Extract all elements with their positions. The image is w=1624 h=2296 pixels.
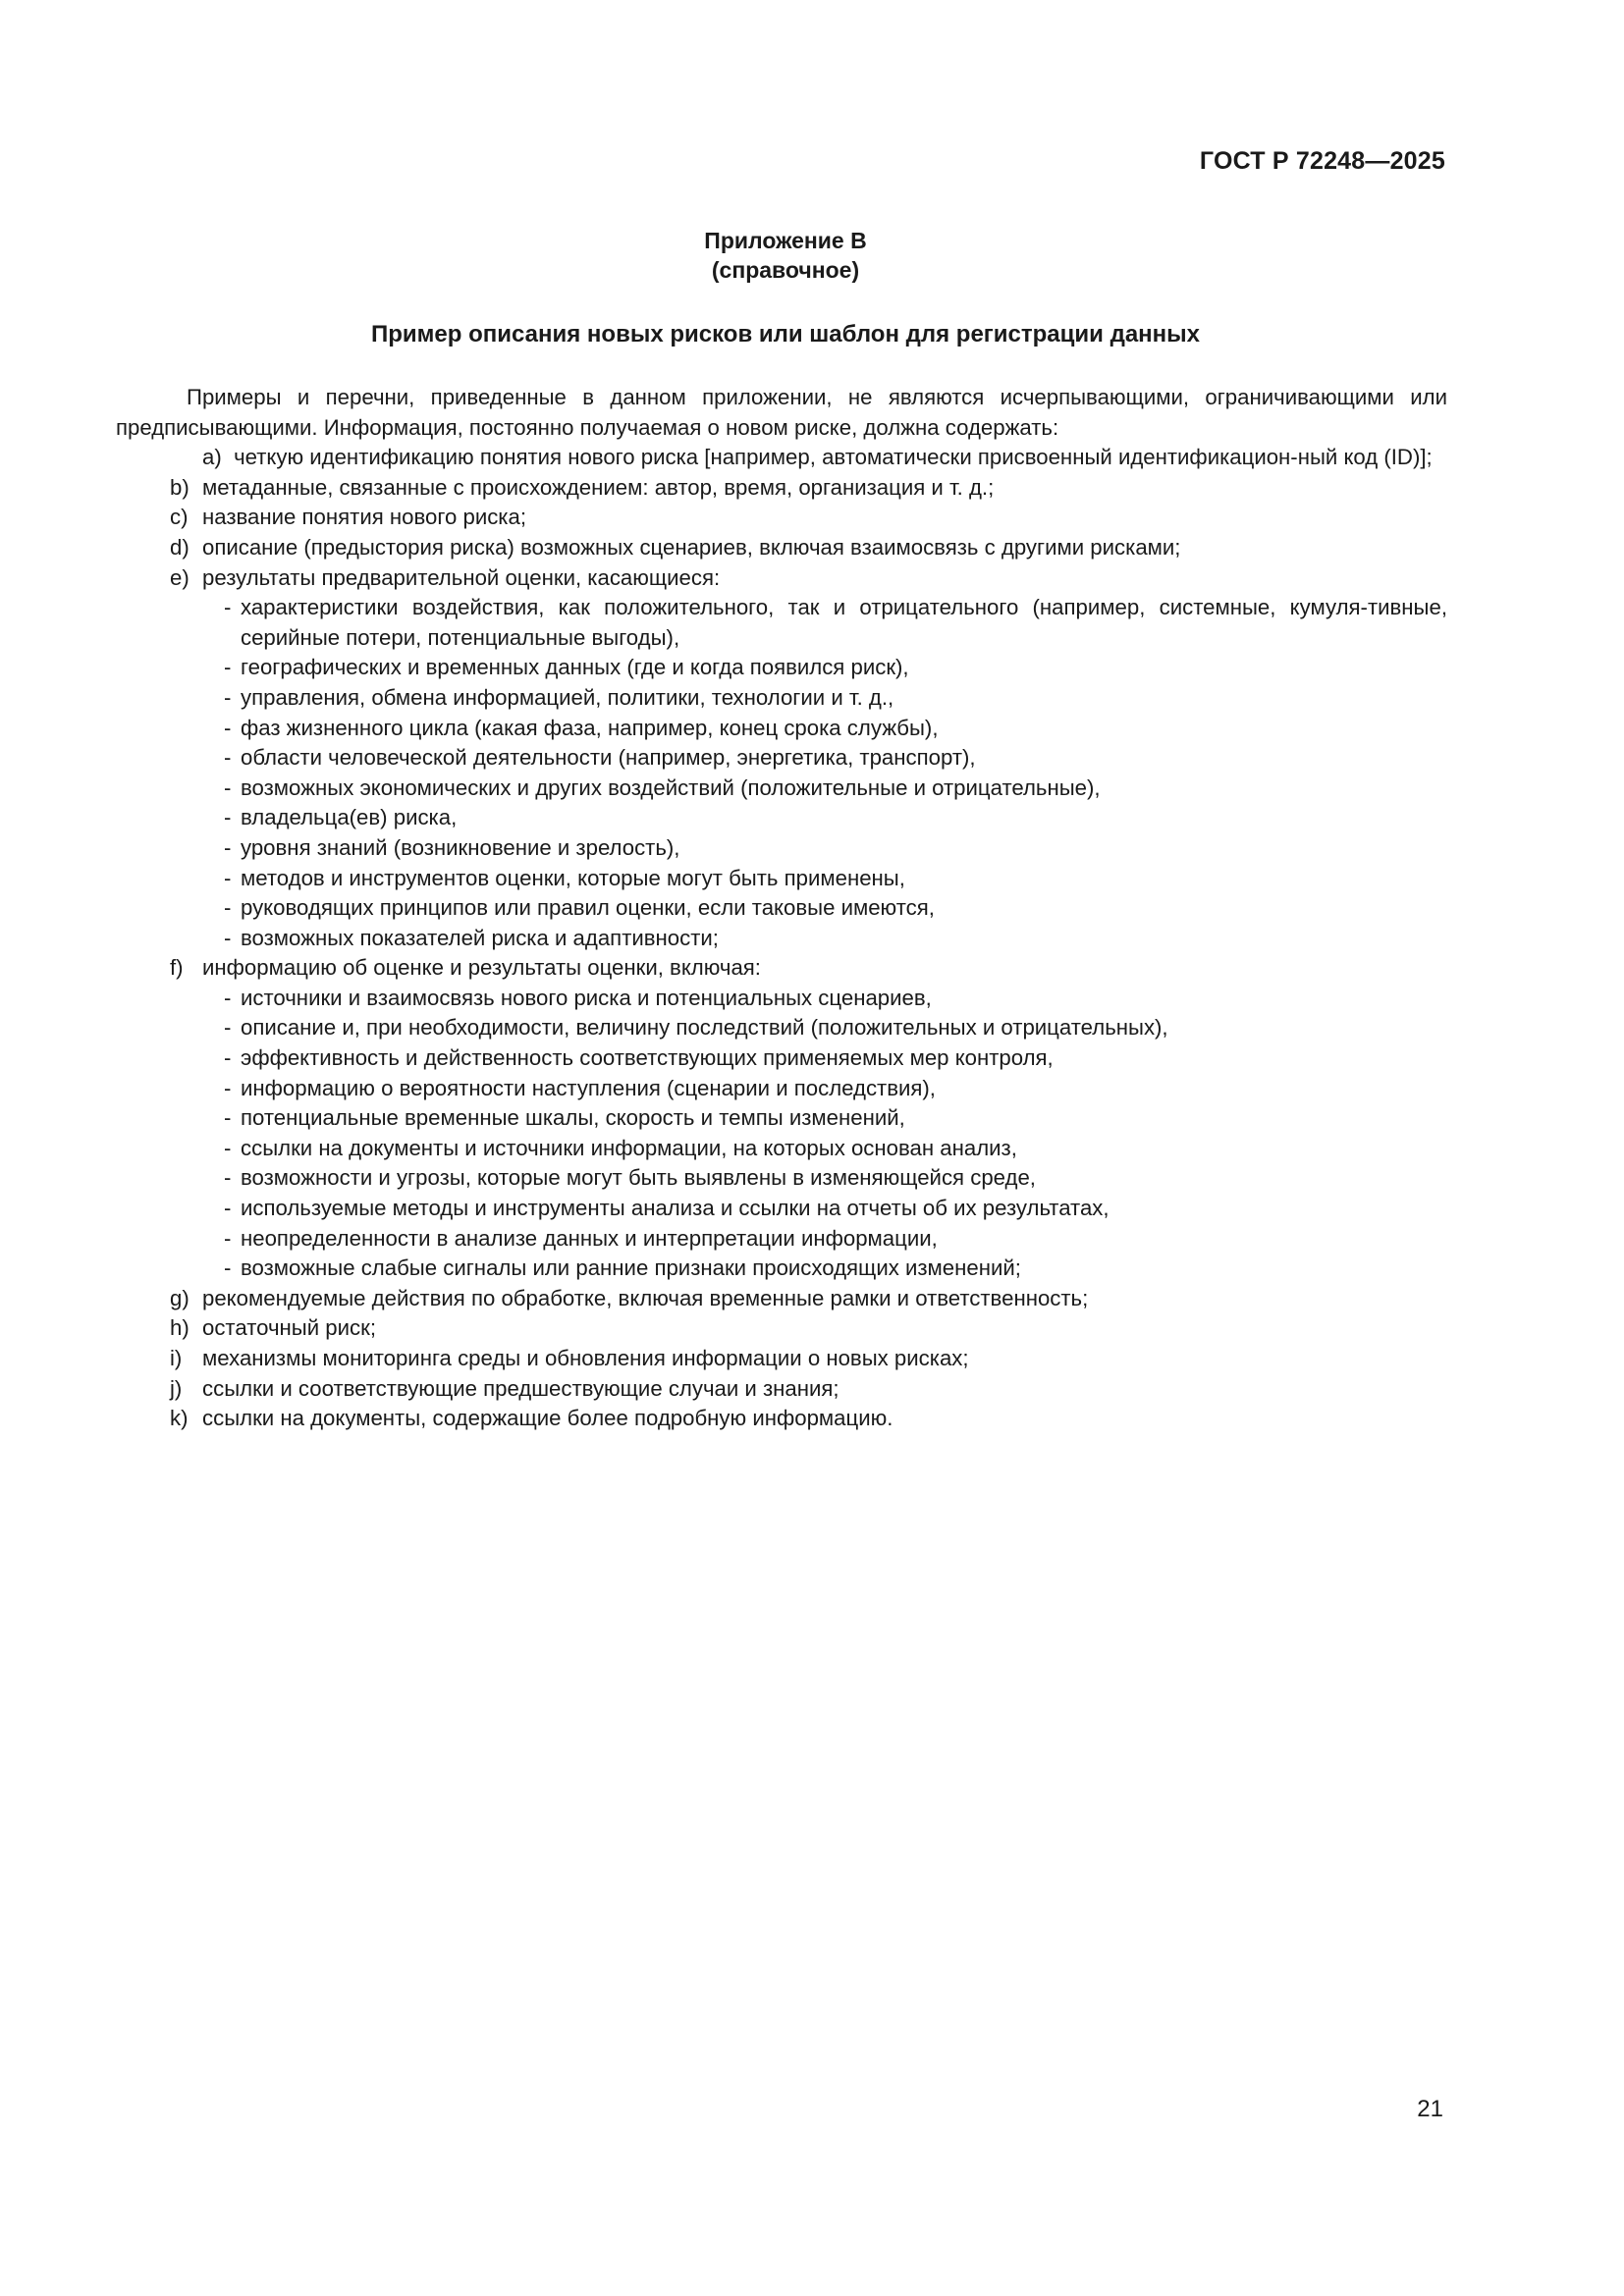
list-item-h xyxy=(116,1313,1447,1344)
sub-item: - эффективность и действенность соответствующих применяемых мер контроля, xyxy=(224,1045,1054,1071)
sub-item: - возможности и угрозы, которые могут быть выявлены в изменяющейся среде, xyxy=(224,1165,1036,1191)
list-item-a xyxy=(116,443,1447,473)
list-item-text: результаты предварительной оценки, касающиеся: xyxy=(202,564,721,590)
sub-item: - руководящих принципов или правил оценки, если таковые имеются, xyxy=(224,895,935,921)
list-item-text: ссылки на документы, содержащие более подробную информацию. xyxy=(202,1406,893,1431)
list-item-c xyxy=(116,503,1447,533)
list-item-text: информацию об оценке и результаты оценки, включая: xyxy=(202,955,761,981)
list-item-text: метаданные, связанные с происхождением: автор, время, организация и т. д.; xyxy=(202,474,995,500)
list-item-text: название понятия нового риска; xyxy=(202,505,527,530)
list-item-text: описание (предыстория риска) возможных сценариев, включая взаимосвязь с другими рисками; xyxy=(202,534,1181,560)
list-marker: e) xyxy=(170,564,189,590)
appendix-kind: (справочное) xyxy=(711,257,860,283)
list-marker: b) xyxy=(170,474,189,500)
list-item-b xyxy=(116,473,1447,504)
list-marker: c) xyxy=(170,505,189,530)
list-item-j xyxy=(116,1374,1447,1405)
appendix-label: Приложение В xyxy=(704,228,867,253)
list-marker: j) xyxy=(170,1375,183,1401)
sub-item: - характеристики воздействия, как положительного, так и отрицательного (например, системные, кумуля-тивные, серийные потери, потенциальные выгоды), xyxy=(224,595,1447,650)
list-marker: a) xyxy=(202,445,222,470)
list-item-k xyxy=(116,1404,1447,1434)
intro-paragraph: Примеры и перечни, приведенные в данном приложении, не являются исчерпывающими, ограничивающими или предписывающими. Информация, постоянно получаемая о новом риске, должна содержать: xyxy=(116,385,1447,440)
sub-item: - источники и взаимосвязь нового риска и потенциальных сценариев, xyxy=(224,985,932,1010)
list-item-d xyxy=(116,533,1447,563)
list-marker: i) xyxy=(170,1346,183,1370)
page-number: 21 xyxy=(1417,2096,1443,2122)
sub-item: - владельца(ев) риска, xyxy=(224,805,458,830)
list-marker: h) xyxy=(170,1315,189,1341)
list-item-text: четкую идентификацию понятия нового риска [например, автоматически присвоенный идентификацион-ный код (ID)]; xyxy=(234,445,1433,470)
sub-item: - методов и инструментов оценки, которые могут быть применены, xyxy=(224,865,905,890)
list-marker: d) xyxy=(170,534,189,560)
sub-item: - возможных показателей риска и адаптивности; xyxy=(224,925,719,950)
appendix-heading xyxy=(0,226,1571,285)
list-item-text: механизмы мониторинга среды и обновления информации о новых рисках; xyxy=(202,1346,969,1370)
appendix-title: Пример описания новых рисков или шаблон для регистрации данных xyxy=(371,321,1200,347)
list-item-e xyxy=(116,563,1447,594)
sub-item: - ссылки на документы и источники информации, на которых основан анализ, xyxy=(224,1135,1017,1160)
list-item-g xyxy=(116,1284,1447,1314)
sub-item: - возможных экономических и других воздействий (положительные и отрицательные), xyxy=(224,774,1101,800)
list-marker: f) xyxy=(170,955,184,981)
sub-item: - уровня знаний (возникновение и зрелость), xyxy=(224,834,680,860)
list-marker: g) xyxy=(170,1285,189,1310)
sub-item: - потенциальные временные шкалы, скорость и темпы изменений, xyxy=(224,1105,905,1131)
list-item-text: рекомендуемые действия по обработке, включая временные рамки и ответственность; xyxy=(202,1285,1089,1310)
list-item-f xyxy=(116,953,1447,984)
sub-item: - возможные слабые сигналы или ранние признаки происходящих изменений; xyxy=(224,1255,1021,1281)
sub-item: - управления, обмена информацией, политики, технологии и т. д., xyxy=(224,684,894,710)
document-body xyxy=(116,383,1447,1434)
list-item-text: ссылки и соответствующие предшествующие случаи и знания; xyxy=(202,1375,839,1401)
list-item-i xyxy=(116,1344,1447,1374)
standard-code: ГОСТ Р 72248—2025 xyxy=(1199,147,1445,175)
sub-item: - неопределенности в анализе данных и интерпретации информации, xyxy=(224,1225,938,1251)
list-item-text: остаточный риск; xyxy=(202,1315,376,1341)
sub-item: - географических и временных данных (где и когда появился риск), xyxy=(224,655,909,680)
sub-item: - области человеческой деятельности (например, энергетика, транспорт), xyxy=(224,745,976,771)
sub-item: - фаз жизненного цикла (какая фаза, например, конец срока службы), xyxy=(224,715,939,740)
list-marker: k) xyxy=(170,1406,189,1431)
sub-item: - описание и, при необходимости, величину последствий (положительных и отрицательных), xyxy=(224,1015,1168,1041)
sub-item: - используемые методы и инструменты анализа и ссылки на отчеты об их результатах, xyxy=(224,1196,1110,1221)
sub-item: - информацию о вероятности наступления (сценарии и последствия), xyxy=(224,1075,936,1100)
